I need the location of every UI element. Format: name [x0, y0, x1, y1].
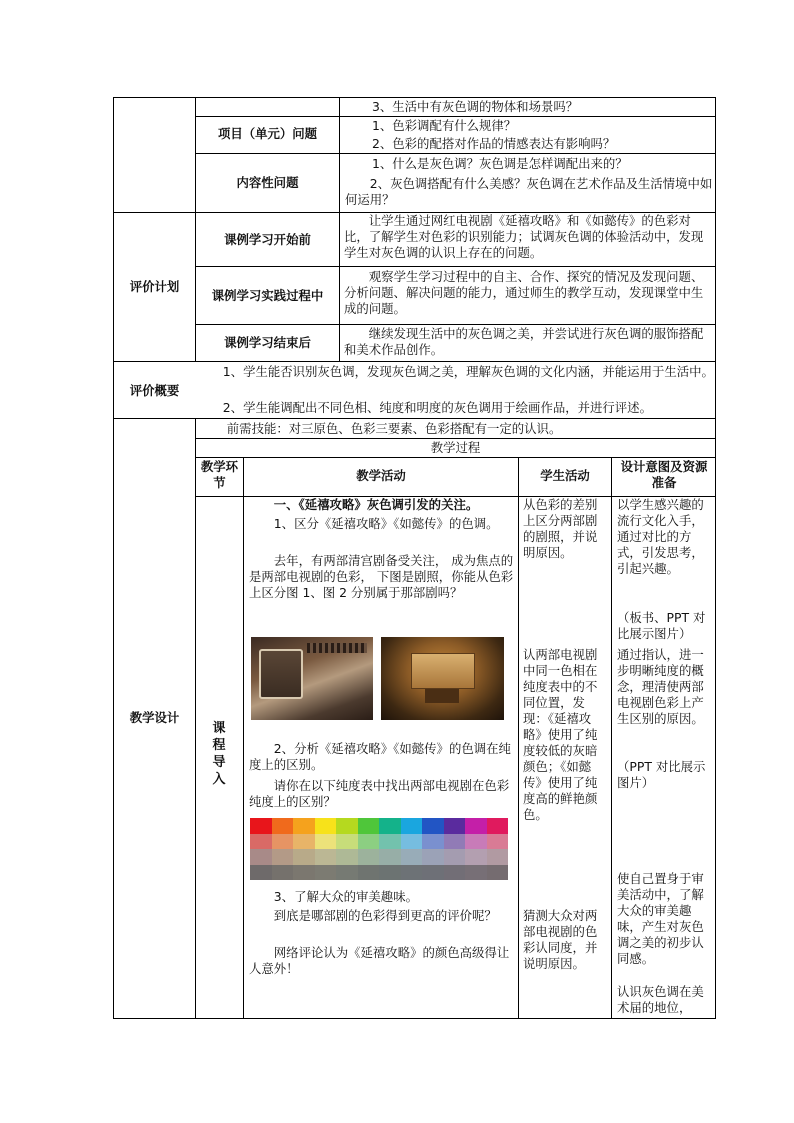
table-border [195, 457, 716, 458]
project-question-1: 1、色彩调配有什么规律？ [372, 118, 517, 133]
student-activity-3: 猜测大众对两部电视剧的色彩认同度，并说明原因。 [523, 908, 598, 971]
project-question-2: 2、色彩的配搭对作品的情感表达有影响吗？ [372, 136, 616, 151]
palette-swatch [358, 865, 380, 881]
table-border [113, 97, 114, 1019]
content-question-label: 内容性问题 [236, 175, 299, 190]
table-border [113, 97, 716, 98]
table-border [339, 97, 340, 362]
palette-swatch [272, 865, 294, 881]
header-teaching-activity: 教学活动 [356, 468, 406, 483]
step-course-intro: 课程导入 [212, 721, 226, 787]
prerequisite-skills: 前需技能：对三原色、色彩三要素、色彩搭配有一定的认识。 [226, 421, 562, 436]
evaluation-summary-1: 1、学生能否识别灰色调，发现灰色调之美，理解灰色调的文化内涵，并能运用于生活中。 [222, 364, 714, 379]
table-border [195, 266, 716, 267]
table-border [518, 457, 519, 1019]
palette-swatch [444, 834, 466, 850]
palette-swatch [250, 818, 272, 834]
header-teaching-step: 教学环节 [200, 459, 239, 490]
palette-swatch [379, 849, 401, 865]
evaluation-plan-label: 评价计划 [129, 279, 180, 294]
table-border [195, 116, 716, 117]
palette-swatch [487, 849, 509, 865]
eval-stage-during: 课例学习实践过程中 [211, 288, 324, 303]
student-activity-1: 从色彩的差别上区分两部剧的剧照，并说明原因。 [523, 497, 598, 560]
project-question-label: 项目（单元）问题 [217, 126, 318, 141]
palette-swatch [272, 818, 294, 834]
palette-swatch [336, 818, 358, 834]
palette-swatch [401, 818, 423, 834]
palette-swatch [422, 849, 444, 865]
palette-swatch [422, 834, 444, 850]
header-design-intent: 设计意图及资源准备 [620, 459, 708, 490]
palette-swatch [315, 865, 337, 881]
question-3: 3、生活中有灰色调的物体和场景吗？ [372, 99, 579, 114]
palette-swatch [272, 834, 294, 850]
eval-text-after: 继续发现生活中的灰色调之美，并尝试进行灰色调的服饰搭配和美术作品创作。 [344, 326, 704, 357]
design-intent-4: （PPT 对比展示图片） [617, 759, 706, 790]
palette-swatch [379, 865, 401, 881]
content-question-2: 2、灰色调搭配有什么美感？灰色调在艺术作品及生活情境中如何运用？ [345, 176, 713, 207]
palette-swatch [315, 818, 337, 834]
palette-swatch [487, 834, 509, 850]
palette-swatch [336, 849, 358, 865]
activity-title: 一、《延禧攻略》灰色调引发的关注。 [273, 497, 479, 512]
palette-swatch [293, 865, 315, 881]
palette-swatch [293, 849, 315, 865]
activity-p6: 到底是哪部剧的色彩得到更高的评价呢？ [273, 908, 497, 923]
palette-swatch [422, 818, 444, 834]
palette-swatch [465, 818, 487, 834]
evaluation-summary-label: 评价概要 [129, 383, 180, 398]
palette-swatch [250, 849, 272, 865]
design-intent-3: 通过指认，进一步明晰纯度的概念，理清使两部电视剧色彩上产生区别的原因。 [617, 647, 704, 726]
design-intent-2: （板书、PPT 对比展示图片） [617, 610, 706, 641]
palette-swatch [465, 865, 487, 881]
palette-swatch [272, 849, 294, 865]
evaluation-summary-2: 2、学生能调配出不同色相、纯度和明度的灰色调用于绘画作品，并进行评述。 [222, 400, 652, 415]
drama-still-image-2 [381, 637, 504, 720]
activity-p4: 请你在以下纯度表中找出两部电视剧在色彩纯度上的区别？ [249, 778, 510, 809]
eval-stage-before: 课例学习开始前 [224, 232, 311, 247]
table-border [113, 361, 716, 362]
palette-swatch [379, 834, 401, 850]
activity-p1: 1、区分《延禧攻略》《如懿传》的色调。 [273, 516, 499, 531]
palette-swatch [487, 818, 509, 834]
drama-still-image-1 [251, 637, 373, 720]
palette-swatch [487, 865, 509, 881]
palette-swatch [401, 849, 423, 865]
palette-swatch [336, 865, 358, 881]
table-border [611, 457, 612, 1019]
eval-stage-after: 课例学习结束后 [224, 335, 311, 350]
palette-swatch [293, 818, 315, 834]
palette-swatch [336, 834, 358, 850]
table-border [195, 324, 716, 325]
palette-swatch [401, 834, 423, 850]
content-question-1: 1、什么是灰色调？灰色调是怎样调配出来的？ [372, 156, 628, 171]
palette-swatch [422, 865, 444, 881]
palette-swatch [379, 818, 401, 834]
palette-swatch [250, 834, 272, 850]
palette-swatch [444, 818, 466, 834]
palette-swatch [358, 834, 380, 850]
palette-swatch [293, 834, 315, 850]
activity-p3: 2、分析《延禧攻略》《如懿传》的色调在纯度上的区别。 [249, 741, 511, 772]
eval-text-during: 观察学生学习过程中的自主、合作、探究的情况及发现问题、分析问题、解决问题的能力，通过师生的教学互动，发现课堂中生成的问题。 [344, 269, 704, 316]
palette-swatch [315, 849, 337, 865]
teaching-design-label: 教学设计 [129, 710, 180, 725]
palette-swatch [315, 834, 337, 850]
design-intent-5: 使自己置身于审美活动中，了解大众的审美趣味，产生对灰色调之美的初步认同感。 [617, 871, 704, 966]
header-student-activity: 学生活动 [540, 468, 590, 483]
palette-swatch [444, 849, 466, 865]
palette-swatch [401, 865, 423, 881]
palette-swatch [444, 865, 466, 881]
student-activity-2: 认两部电视剧中同一色相在纯度表中的不同位置，发现：《延禧攻略》使用了纯度较低的灰暗颜色；《如懿传》使用了纯度高的鲜艳颜色。 [523, 647, 598, 822]
table-border [195, 153, 716, 154]
eval-text-before: 让学生通过网红电视剧《延禧攻略》和《如懿传》的色彩对比，了解学生对色彩的识别能力；试调灰色调的体验活动中，发现学生对灰色调的认识上存在的问题。 [344, 213, 704, 260]
palette-swatch [465, 834, 487, 850]
table-border [243, 457, 244, 1019]
design-intent-1: 以学生感兴趣的流行文化入手，通过对比的方式，引发思考，引起兴趣。 [617, 497, 704, 576]
palette-swatch [250, 865, 272, 881]
palette-swatch [465, 849, 487, 865]
activity-p2: 去年，有两部清宫剧备受关注， 成为焦点的是两部电视剧的色彩， 下图是剧照，你能从色彩上区分图 1、图 2 分别属于那部剧吗？ [249, 553, 514, 600]
palette-swatch [358, 849, 380, 865]
table-border [195, 438, 716, 439]
saturation-chart [250, 818, 508, 880]
table-border [113, 1018, 716, 1019]
table-border [715, 97, 716, 1019]
palette-swatch [358, 818, 380, 834]
teaching-process-title: 教学过程 [430, 440, 481, 455]
table-border [195, 418, 196, 1019]
design-intent-6: 认识灰色调在美术届的地位， [617, 984, 704, 1015]
table-border [113, 418, 716, 419]
activity-p5: 3、了解大众的审美趣味。 [273, 889, 418, 904]
activity-p7: 网络评论认为《延禧攻略》的颜色高级得让人意外！ [249, 945, 510, 976]
